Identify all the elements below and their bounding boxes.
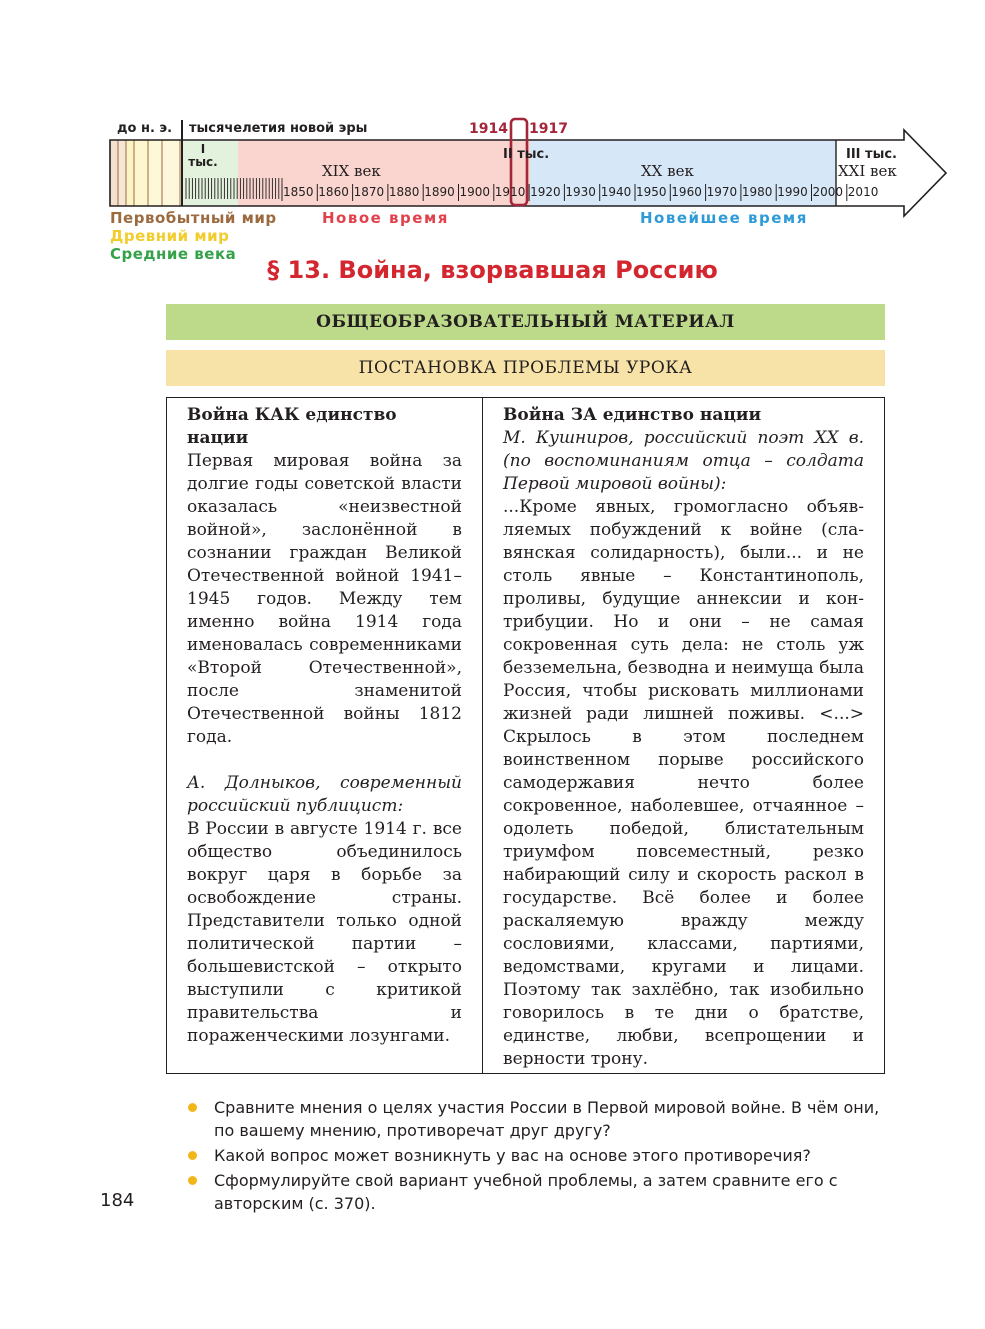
timeline-decade-label: 1850 — [283, 185, 314, 199]
timeline-year-1917: 1917 — [529, 121, 568, 137]
section-band-general-material: ОБЩЕОБРАЗОВАТЕЛЬНЫЙ МАТЕРИАЛ — [166, 304, 885, 340]
page-number: 184 — [100, 1190, 135, 1211]
timeline-year-1914: 1914 — [469, 121, 508, 137]
question-item — [186, 1096, 886, 1142]
left-column-paragraph-2: В России в августе 1914 г. все общество объединилось вокруг царя в борьбе за освобождение страны. Представители только одной политической партии – большевистской – открыто выступили с критикой правительства и пораженческими лозунгами. — [187, 819, 462, 1046]
paragraph-gap — [187, 749, 462, 772]
timeline-decade-label: 2010 — [847, 185, 879, 199]
timeline — [0, 0, 985, 270]
timeline-decade-label: 1890 — [424, 185, 455, 199]
question-text: Сравните мнения о целях участия России в Первой мировой войне. В чём они, по вашему мнению, противоречат друг другу? — [214, 1098, 880, 1140]
right-column-author-attribution: М. Кушниров, российский поэт XX в. (по воспоминаниям отца – солдата Первой мировой войны): — [503, 428, 864, 494]
timeline-decade-label: 1910 — [494, 185, 526, 199]
era-modern: Новое время — [322, 209, 449, 227]
timeline-decade-label: 1980 — [741, 185, 773, 199]
question-text: Какой вопрос может возникнуть у вас на основе этого противоречия? — [214, 1146, 811, 1165]
timeline-millennium-3: III тыс. — [846, 147, 897, 162]
left-column-paragraph-1: Первая мировая война за долгие годы советской власти оказалась «неизвестной войной», заслонённой в сознании граждан Великой Отечественной войной 1941–1945 годов. Между тем именно война 1914 года именовалась современниками «Второй Отечественной», после знаменитой Отечественной войны 1812 года. — [187, 451, 462, 747]
opinion-column-left — [167, 398, 483, 1073]
timeline-decade-label: 1920 — [530, 185, 561, 199]
era-middle-ages: Средние века — [110, 245, 237, 263]
era-contemporary: Новейшее время — [640, 209, 808, 227]
timeline-decade-label: 1880 — [388, 185, 420, 199]
right-column-heading: Война ЗА единство нации — [503, 405, 762, 425]
timeline-decade-label: 1860 — [318, 185, 349, 199]
timeline-century-21: XXI век — [838, 162, 897, 180]
bullet-icon — [188, 1151, 197, 1160]
timeline-decade-label: 1870 — [353, 185, 385, 199]
left-column-author-attribution: А. Долныков, современный российский публицист: — [187, 773, 462, 816]
timeline-century-19: XIX век — [322, 162, 381, 180]
timeline-label-bce: до н. э. — [117, 121, 173, 136]
question-item — [186, 1144, 886, 1167]
section-band-lesson-problem: ПОСТАНОВКА ПРОБЛЕМЫ УРОКА — [166, 350, 885, 386]
timeline-millennium-2: II тыс. — [503, 147, 550, 162]
timeline-century-20: XX век — [641, 162, 694, 180]
timeline-decade-label: 1960 — [671, 185, 702, 199]
bullet-icon — [188, 1103, 197, 1112]
timeline-decade-label: 1970 — [706, 185, 738, 199]
opinions-table — [166, 397, 885, 1074]
questions-list — [186, 1096, 886, 1217]
timeline-label-millennia: тысячелетия новой эры — [189, 121, 368, 136]
timeline-millennium-1: I тыс. — [188, 142, 218, 169]
right-column-paragraph: ...Кроме явных, громогласно объявляемых побуждений к войне (славянская солидарность), были... и не столь явные – Константинополь, проливы, будущие аннексии и контрибуции. Но и они – не самая сокровенная суть дела: не столь уж безземельна, безводна и неимуща была Россия, чтобы рисковать миллионами жизней ради лишней поживы. <...> Скрылось в этом последнем воинственном порыве российского самодержавия нечто более сокровенное, наболевшее, отчаянное – одолеть победой, блистательным триумфом повсеместный, резко набирающий силу и скорость раскол в государстве. Всё более и более раскаляемую вражду между сословиями, классами, партиями, ведомствами, кругами и лицами. Поэтому так захлёбно, так изобильно говорилось в те дни о братстве, единстве, любви, всепрощении и верности трону. — [503, 497, 864, 1069]
era-primitive: Первобытный мир — [110, 209, 277, 227]
timeline-decade-label: 1940 — [600, 185, 632, 199]
timeline-decade-label: 2000 — [812, 185, 844, 199]
timeline-decade-label: 1930 — [565, 185, 596, 199]
left-column-heading-line-2: нации — [187, 428, 249, 448]
opinion-column-right — [483, 398, 884, 1073]
question-text: Сформулируйте свой вариант учебной проблемы, а затем сравните его с авторским (с. 370). — [214, 1171, 838, 1213]
chapter-title: § 13. Война, взорвавшая Россию — [267, 256, 718, 284]
timeline-decade-label: 1950 — [636, 185, 667, 199]
timeline-sheet-ancient-4 — [162, 140, 180, 206]
era-ancient: Древний мир — [110, 227, 230, 245]
bullet-icon — [188, 1176, 197, 1185]
question-item — [186, 1169, 886, 1215]
timeline-decade-label: 1900 — [459, 185, 491, 199]
timeline-decade-label: 1990 — [777, 185, 808, 199]
left-column-heading: Война КАК единство — [187, 405, 397, 425]
